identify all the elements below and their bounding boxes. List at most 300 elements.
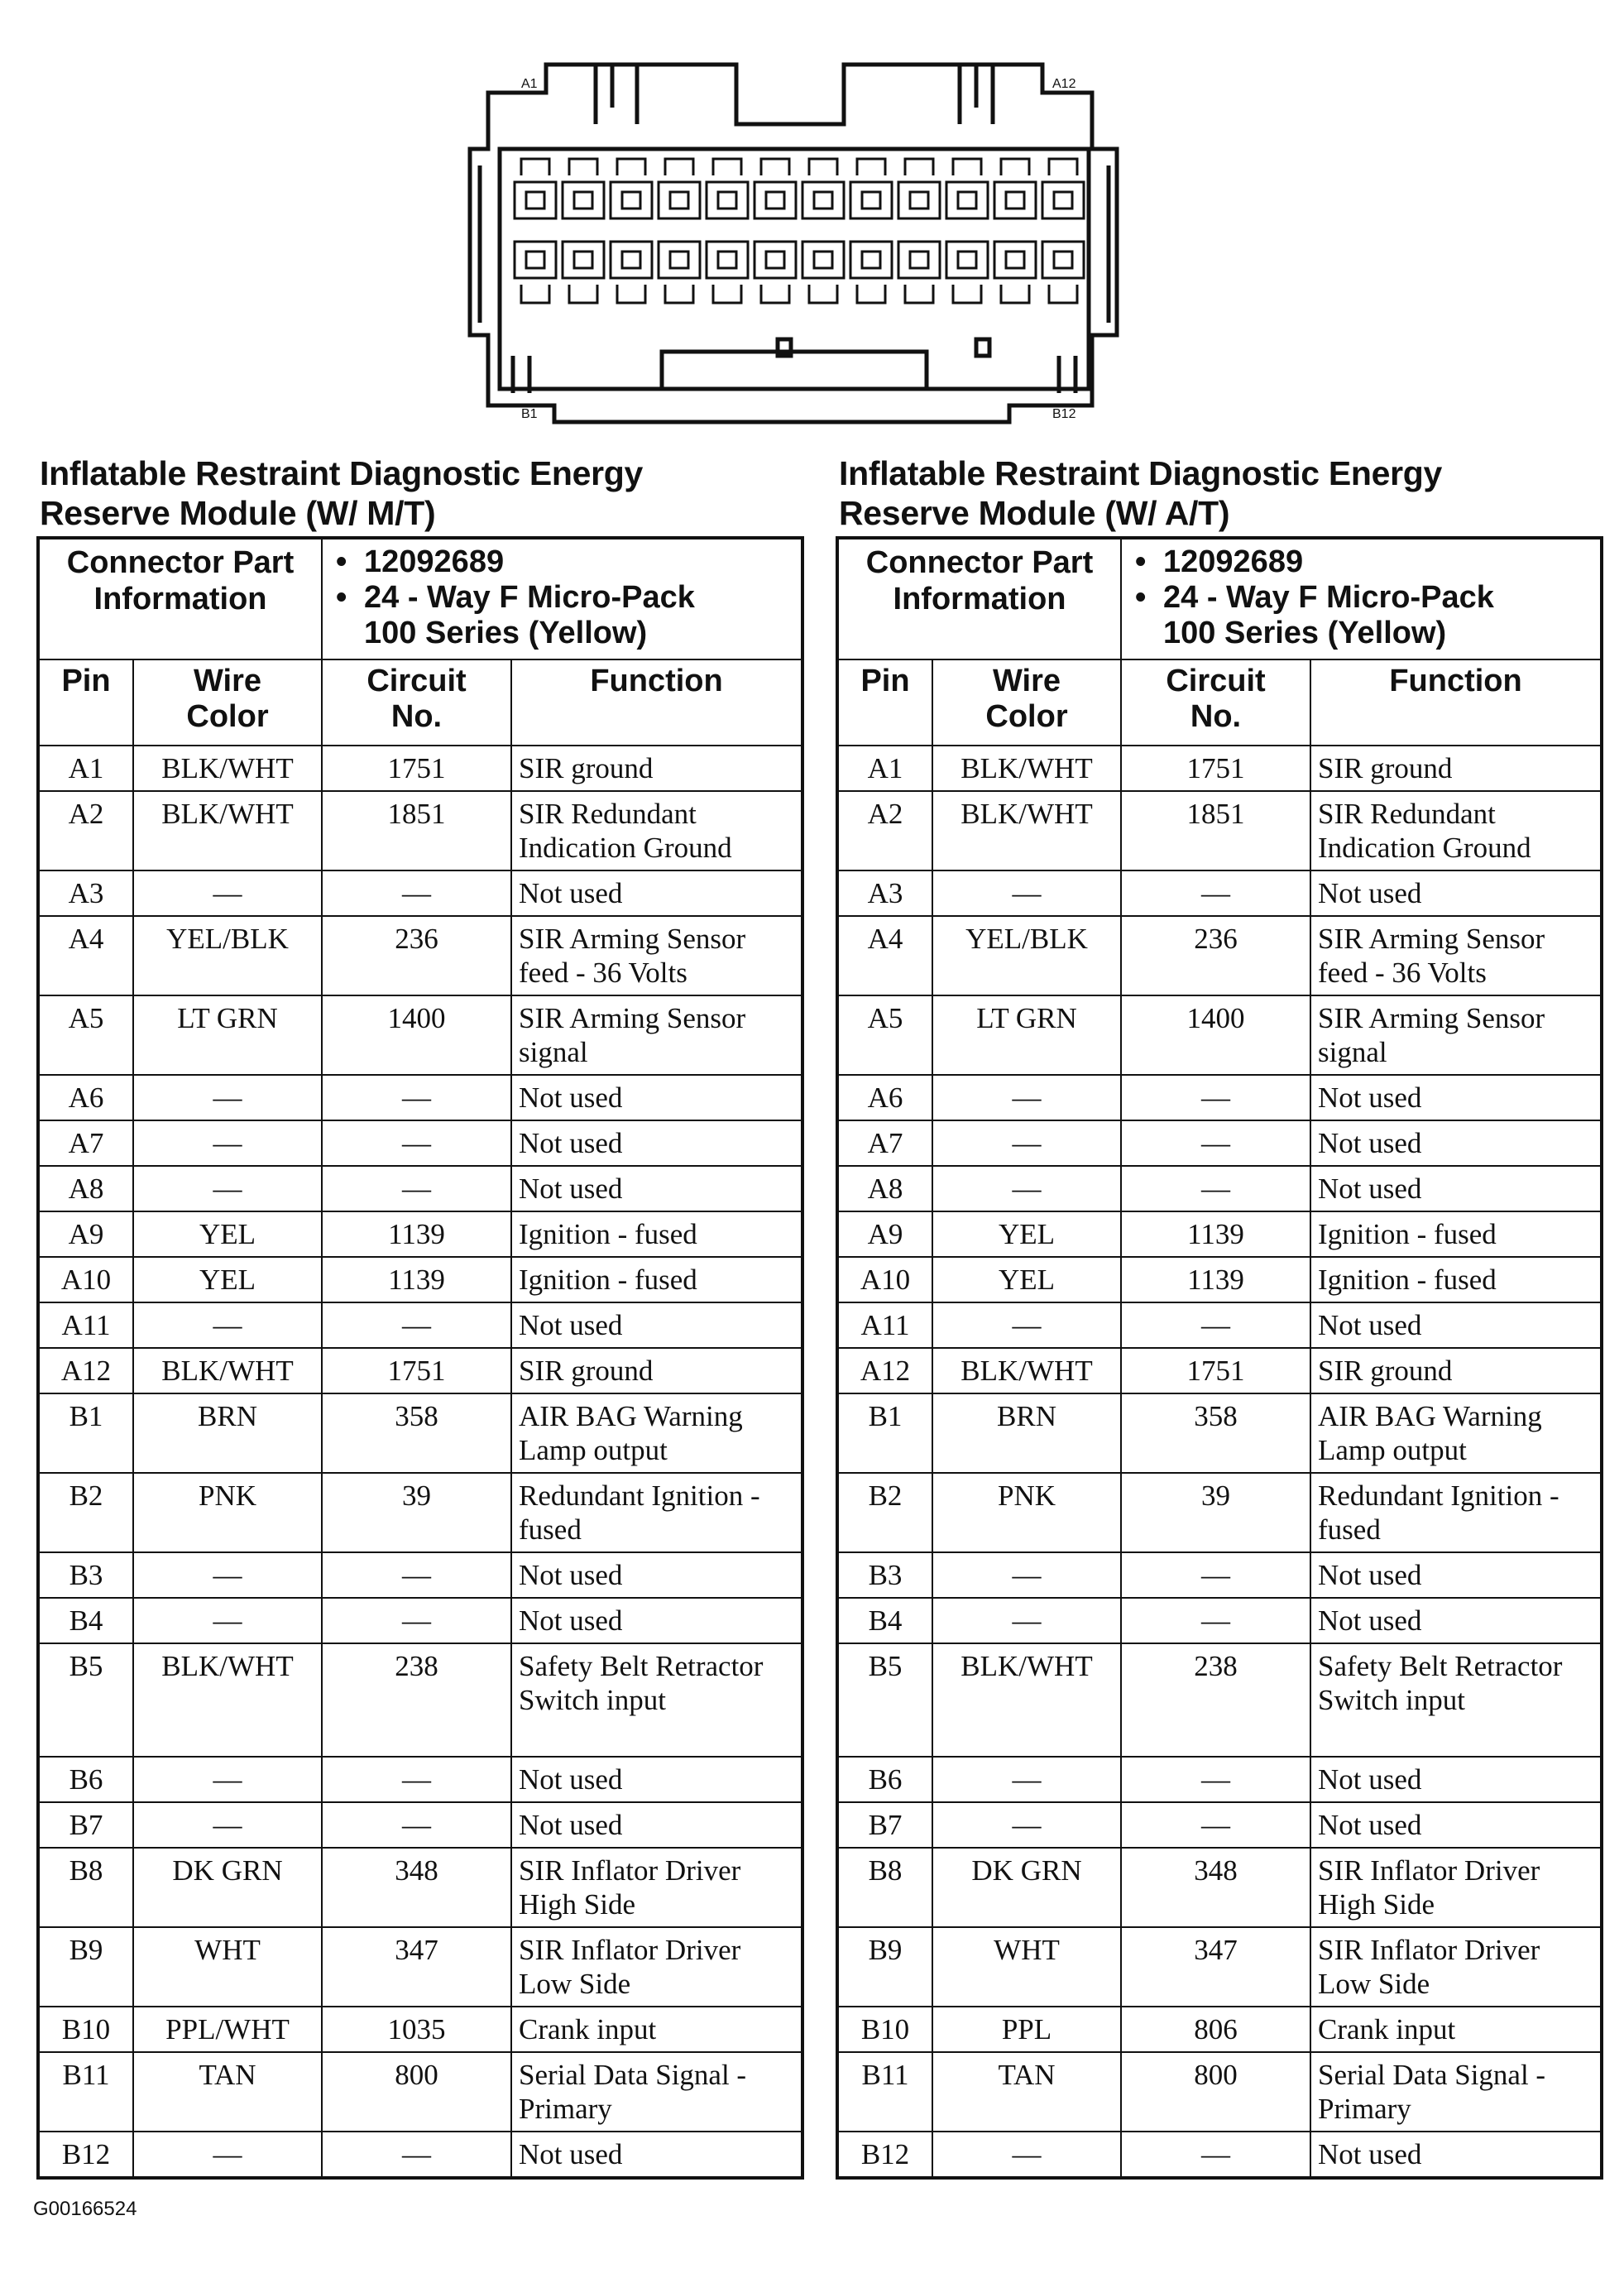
pin-cell: A5	[837, 995, 932, 1075]
cavity-row-a	[946, 182, 988, 218]
wire-color-cell: —	[932, 870, 1121, 916]
function-cell: SIR Inflator Driver Low Side	[511, 1927, 802, 2007]
cavity-row-a	[994, 182, 1036, 218]
pin-cell: A11	[837, 1302, 932, 1348]
circuit-cell: —	[322, 870, 511, 916]
cavity-row-b	[659, 242, 700, 278]
table-row	[837, 1120, 1602, 1166]
cavity-terminal	[958, 192, 976, 209]
section-automatic-transmission	[836, 453, 1600, 2180]
cavity-row-b	[802, 242, 844, 278]
pin-cell: A9	[38, 1211, 133, 1257]
cavity-latch	[761, 285, 789, 303]
cavity-terminal	[1006, 252, 1024, 268]
circuit-cell: 1751	[1121, 746, 1310, 791]
circuit-cell: —	[1121, 870, 1310, 916]
circuit-cell: —	[322, 1598, 511, 1643]
wire-color-cell: —	[133, 1302, 322, 1348]
table-row	[837, 1348, 1602, 1393]
pin-cell: B12	[38, 2132, 133, 2178]
wire-color-cell: YEL	[133, 1257, 322, 1302]
table-row	[38, 1075, 802, 1120]
function-cell: Not used	[1310, 2132, 1602, 2178]
table-row	[38, 995, 802, 1075]
pin-cell: A2	[837, 791, 932, 870]
pin-cell: A6	[38, 1075, 133, 1120]
cavity-latch	[569, 285, 597, 303]
cavity-latch	[617, 285, 645, 303]
table-row	[38, 1643, 802, 1757]
wire-color-cell: BLK/WHT	[932, 1348, 1121, 1393]
function-cell: SIR ground	[511, 746, 802, 791]
cavity-latch	[905, 285, 933, 303]
info-type-line	[336, 580, 796, 616]
circuit-cell: —	[322, 1757, 511, 1802]
wire-color-cell: WHT	[133, 1927, 322, 2007]
circuit-cell: 348	[322, 1848, 511, 1927]
bullet: •	[336, 580, 347, 615]
wire-color-cell: —	[932, 2132, 1121, 2178]
circuit-cell: 1751	[322, 746, 511, 791]
pin-cell: A4	[38, 916, 133, 995]
info-label-line-2: Information	[893, 582, 1066, 616]
header-row	[837, 659, 1602, 746]
table-row	[837, 870, 1602, 916]
pin-cell: B6	[837, 1757, 932, 1802]
function-cell: SIR ground	[1310, 1348, 1602, 1393]
cavity-row-b	[994, 242, 1036, 278]
circuit-cell: 806	[1121, 2007, 1310, 2052]
circuit-cell: —	[322, 1802, 511, 1848]
wire-color-cell: TAN	[133, 2052, 322, 2132]
header-circuit-no: Circuit No.	[1121, 659, 1310, 746]
connector-diagram	[463, 58, 1125, 439]
circuit-cell: —	[1121, 1757, 1310, 1802]
pin-cell: A8	[38, 1166, 133, 1211]
function-cell: Serial Data Signal - Primary	[1310, 2052, 1602, 2132]
circuit-cell: 1139	[1121, 1211, 1310, 1257]
function-cell: Safety Belt Retractor Switch input	[1310, 1643, 1602, 1757]
connector-info-values	[322, 538, 802, 659]
table-row	[38, 1802, 802, 1848]
cavity-terminal	[622, 192, 640, 209]
wire-color-cell: YEL	[133, 1211, 322, 1257]
cavity-terminal	[1054, 192, 1072, 209]
cavity-latch	[857, 159, 885, 175]
cavity-terminal	[526, 252, 544, 268]
table-row	[837, 1757, 1602, 1802]
cavity-latch	[1049, 285, 1077, 303]
circuit-cell: 1400	[322, 995, 511, 1075]
section-title	[836, 453, 1600, 536]
function-cell: Not used	[511, 1598, 802, 1643]
table-row	[837, 2132, 1602, 2178]
part-number: 12092689	[1163, 544, 1304, 579]
circuit-cell: —	[1121, 1120, 1310, 1166]
wire-color-cell: —	[932, 1757, 1121, 1802]
pin-cell: B4	[837, 1598, 932, 1643]
pin-cell: A9	[837, 1211, 932, 1257]
circuit-cell: 1751	[1121, 1348, 1310, 1393]
table-row	[837, 1257, 1602, 1302]
wire-color-cell: PNK	[932, 1473, 1121, 1552]
table-row	[837, 1473, 1602, 1552]
pin-cell: B7	[837, 1802, 932, 1848]
cavity-row-a	[755, 182, 796, 218]
cavity-latch	[1049, 159, 1077, 175]
cavity-row-a	[659, 182, 700, 218]
pin-label-a12: A12	[1052, 77, 1076, 91]
table-row	[837, 1643, 1602, 1757]
cavity-row-b	[946, 242, 988, 278]
cavity-row-a	[1042, 182, 1084, 218]
cavity-latch	[857, 285, 885, 303]
pin-cell: B5	[837, 1643, 932, 1757]
function-cell: Ignition - fused	[1310, 1257, 1602, 1302]
pin-cell: B3	[837, 1552, 932, 1598]
cavity-terminal	[1054, 252, 1072, 268]
connector-info-label	[38, 538, 322, 659]
cavity-row-a	[707, 182, 748, 218]
cavity-terminal	[718, 192, 736, 209]
table-row	[38, 791, 802, 870]
bullet: •	[336, 544, 347, 579]
circuit-cell: —	[1121, 1802, 1310, 1848]
pin-cell: B8	[837, 1848, 932, 1927]
circuit-cell: 800	[1121, 2052, 1310, 2132]
function-cell: SIR Arming Sensor feed - 36 Volts	[1310, 916, 1602, 995]
function-cell: Redundant Ignition - fused	[511, 1473, 802, 1552]
cavity-latch	[1001, 159, 1029, 175]
pin-cell: B11	[38, 2052, 133, 2132]
connector-info-row	[38, 538, 802, 659]
wire-color-cell: —	[133, 1598, 322, 1643]
pin-cell: A3	[38, 870, 133, 916]
cavity-terminal	[574, 192, 592, 209]
circuit-cell: 1851	[1121, 791, 1310, 870]
cavity-latch	[521, 285, 549, 303]
table-row	[837, 1848, 1602, 1927]
pin-cell: B10	[38, 2007, 133, 2052]
connector-series: 100 Series (Yellow)	[1163, 616, 1447, 650]
header-pin: Pin	[38, 659, 133, 746]
pin-table	[36, 536, 804, 2180]
circuit-cell: 1139	[322, 1211, 511, 1257]
cavity-row-a	[611, 182, 652, 218]
wire-color-cell: YEL	[932, 1211, 1121, 1257]
cavity-latch	[761, 159, 789, 175]
table-row	[38, 916, 802, 995]
pin-cell: A3	[837, 870, 932, 916]
table-row	[38, 1302, 802, 1348]
wire-color-cell: TAN	[932, 2052, 1121, 2132]
function-cell: SIR Inflator Driver High Side	[511, 1848, 802, 1927]
wire-color-cell: PNK	[133, 1473, 322, 1552]
pin-cell: B9	[38, 1927, 133, 2007]
pin-cell: B6	[38, 1757, 133, 1802]
table-row	[837, 1075, 1602, 1120]
circuit-cell: 1035	[322, 2007, 511, 2052]
wire-color-cell: BRN	[932, 1393, 1121, 1473]
cavity-terminal	[958, 252, 976, 268]
table-row	[38, 1927, 802, 2007]
table-row	[38, 1598, 802, 1643]
function-cell: SIR Arming Sensor feed - 36 Volts	[511, 916, 802, 995]
pin-cell: B5	[38, 1643, 133, 1757]
function-cell: SIR Inflator Driver High Side	[1310, 1848, 1602, 1927]
pin-cell: B2	[837, 1473, 932, 1552]
pin-table	[836, 536, 1603, 2180]
function-cell: AIR BAG Warning Lamp output	[511, 1393, 802, 1473]
title-line-1: Inflatable Restraint Diagnostic Energy	[839, 454, 1443, 492]
function-cell: Not used	[511, 1757, 802, 1802]
wire-color-cell: —	[932, 1802, 1121, 1848]
cavity-row-a	[898, 182, 940, 218]
section-manual-transmission	[36, 453, 801, 2180]
function-cell: Not used	[511, 1075, 802, 1120]
circuit-cell: —	[1121, 1166, 1310, 1211]
pin-cell: A10	[837, 1257, 932, 1302]
header-pin: Pin	[837, 659, 932, 746]
wire-color-cell: —	[133, 1757, 322, 1802]
wire-color-cell: —	[133, 1120, 322, 1166]
function-cell: Crank input	[1310, 2007, 1602, 2052]
pin-cell: A1	[837, 746, 932, 791]
function-cell: Not used	[1310, 1075, 1602, 1120]
cavity-row-a	[515, 182, 556, 218]
pin-cell: A7	[38, 1120, 133, 1166]
function-cell: SIR Arming Sensor signal	[1310, 995, 1602, 1075]
table-row	[38, 1848, 802, 1927]
circuit-cell: 800	[322, 2052, 511, 2132]
cavity-terminal	[670, 192, 688, 209]
info-label-line-2: Information	[93, 582, 267, 616]
table-row	[837, 1598, 1602, 1643]
table-row	[38, 1393, 802, 1473]
circuit-cell: 238	[322, 1643, 511, 1757]
wire-color-cell: DK GRN	[133, 1848, 322, 1927]
info-part-number-line	[336, 544, 796, 580]
connector-series: 100 Series (Yellow)	[364, 616, 648, 650]
table-row	[38, 1473, 802, 1552]
circuit-cell: 1400	[1121, 995, 1310, 1075]
pin-cell: B8	[38, 1848, 133, 1927]
cavity-latch	[953, 159, 981, 175]
cavity-terminal	[766, 252, 784, 268]
circuit-cell: 348	[1121, 1848, 1310, 1927]
circuit-cell: 347	[322, 1927, 511, 2007]
function-cell: Not used	[1310, 1598, 1602, 1643]
table-row	[38, 746, 802, 791]
pin-cell: B12	[837, 2132, 932, 2178]
table-row	[837, 1166, 1602, 1211]
cavity-row-b	[1042, 242, 1084, 278]
pin-cell: A11	[38, 1302, 133, 1348]
cavity-latch	[713, 159, 741, 175]
cavity-latch	[1001, 285, 1029, 303]
table-row	[837, 995, 1602, 1075]
function-cell: Not used	[1310, 1120, 1602, 1166]
connector-info-values	[1121, 538, 1602, 659]
circuit-cell: —	[322, 1166, 511, 1211]
circuit-cell: 1751	[322, 1348, 511, 1393]
circuit-cell: —	[1121, 1302, 1310, 1348]
cavity-terminal	[910, 252, 928, 268]
table-row	[38, 1120, 802, 1166]
circuit-cell: —	[322, 1120, 511, 1166]
circuit-cell: —	[1121, 2132, 1310, 2178]
wire-color-cell: —	[932, 1075, 1121, 1120]
table-row	[38, 1757, 802, 1802]
cavity-latch	[617, 159, 645, 175]
pin-cell: A10	[38, 1257, 133, 1302]
header-wire-color: Wire Color	[932, 659, 1121, 746]
function-cell: Not used	[1310, 1166, 1602, 1211]
circuit-cell: —	[322, 2132, 511, 2178]
wire-color-cell: LT GRN	[932, 995, 1121, 1075]
cavity-row-b	[611, 242, 652, 278]
circuit-cell: 1139	[322, 1257, 511, 1302]
wire-color-cell: —	[932, 1552, 1121, 1598]
info-label-line-1: Connector Part	[865, 545, 1094, 580]
function-cell: Not used	[511, 1302, 802, 1348]
wire-color-cell: —	[133, 1166, 322, 1211]
cavity-terminal	[862, 192, 880, 209]
pin-cell: A12	[837, 1348, 932, 1393]
circuit-cell: 39	[322, 1473, 511, 1552]
header-circuit-no: Circuit No.	[322, 659, 511, 746]
function-cell: Not used	[1310, 1302, 1602, 1348]
function-cell: Not used	[1310, 1552, 1602, 1598]
cavity-row-a	[563, 182, 604, 218]
cavity-latch	[905, 159, 933, 175]
wire-color-cell: BLK/WHT	[133, 1643, 322, 1757]
circuit-cell: —	[322, 1302, 511, 1348]
pin-cell: B10	[837, 2007, 932, 2052]
connector-type: 24 - Way F Micro-Pack	[364, 580, 695, 615]
cavity-terminal	[526, 192, 544, 209]
cavity-terminal	[814, 252, 832, 268]
circuit-cell: 347	[1121, 1927, 1310, 2007]
title-line-1: Inflatable Restraint Diagnostic Energy	[40, 454, 644, 492]
function-cell: Not used	[1310, 870, 1602, 916]
cavity-latch	[665, 285, 693, 303]
function-cell: AIR BAG Warning Lamp output	[1310, 1393, 1602, 1473]
info-series-line	[364, 616, 796, 651]
pin-cell: A5	[38, 995, 133, 1075]
bullet: •	[1135, 580, 1147, 615]
circuit-cell: 1139	[1121, 1257, 1310, 1302]
circuit-cell: 39	[1121, 1473, 1310, 1552]
table-row	[837, 2007, 1602, 2052]
info-type-line	[1135, 580, 1595, 616]
function-cell: SIR Redundant Indication Ground	[1310, 791, 1602, 870]
pin-cell: A8	[837, 1166, 932, 1211]
wire-color-cell: BLK/WHT	[932, 791, 1121, 870]
cavity-latch	[809, 159, 837, 175]
part-number: 12092689	[364, 544, 505, 579]
cavity-terminal	[670, 252, 688, 268]
title-line-2: Reserve Module (W/ M/T)	[40, 494, 436, 532]
function-cell: Not used	[511, 2132, 802, 2178]
wire-color-cell: WHT	[932, 1927, 1121, 2007]
info-series-line	[1163, 616, 1595, 651]
function-cell: Serial Data Signal - Primary	[511, 2052, 802, 2132]
table-row	[38, 2007, 802, 2052]
wire-color-cell: BLK/WHT	[133, 1348, 322, 1393]
circuit-cell: —	[322, 1075, 511, 1120]
cavity-row-b	[850, 242, 892, 278]
wire-color-cell: LT GRN	[133, 995, 322, 1075]
connector-info-row	[837, 538, 1602, 659]
table-row	[837, 746, 1602, 791]
wire-color-cell: —	[133, 1802, 322, 1848]
function-cell: SIR Inflator Driver Low Side	[1310, 1927, 1602, 2007]
pin-cell: B4	[38, 1598, 133, 1643]
pin-label-b12: B12	[1052, 407, 1076, 421]
pin-cell: A6	[837, 1075, 932, 1120]
pin-cell: B7	[38, 1802, 133, 1848]
cavity-row-b	[898, 242, 940, 278]
cavity-row-a	[802, 182, 844, 218]
circuit-cell: —	[322, 1552, 511, 1598]
function-cell: Not used	[511, 870, 802, 916]
wire-color-cell: YEL/BLK	[932, 916, 1121, 995]
cavity-latch	[713, 285, 741, 303]
wire-color-cell: PPL	[932, 2007, 1121, 2052]
function-cell: Not used	[1310, 1757, 1602, 1802]
wire-color-cell: —	[133, 870, 322, 916]
cavity-latch	[953, 285, 981, 303]
pin-rows	[38, 746, 802, 2178]
pin-cell: B2	[38, 1473, 133, 1552]
circuit-cell: 236	[322, 916, 511, 995]
function-cell: Not used	[511, 1802, 802, 1848]
function-cell: Not used	[511, 1120, 802, 1166]
cavity-row-a	[850, 182, 892, 218]
header-function: Function	[1310, 659, 1602, 746]
function-cell: SIR ground	[511, 1348, 802, 1393]
wire-color-cell: YEL	[932, 1257, 1121, 1302]
table-row	[38, 1211, 802, 1257]
cavity-terminal	[910, 192, 928, 209]
table-row	[38, 1552, 802, 1598]
pin-rows	[837, 746, 1602, 2178]
pin-cell: B3	[38, 1552, 133, 1598]
table-row	[837, 916, 1602, 995]
function-cell: Safety Belt Retractor Switch input	[511, 1643, 802, 1757]
wire-color-cell: —	[133, 2132, 322, 2178]
function-cell: Crank input	[511, 2007, 802, 2052]
cavity-row-b	[707, 242, 748, 278]
function-cell: Redundant Ignition - fused	[1310, 1473, 1602, 1552]
wire-color-cell: YEL/BLK	[133, 916, 322, 995]
circuit-cell: 358	[322, 1393, 511, 1473]
circuit-cell: —	[1121, 1598, 1310, 1643]
pin-cell: A4	[837, 916, 932, 995]
wire-color-cell: —	[133, 1552, 322, 1598]
wire-color-cell: BLK/WHT	[133, 746, 322, 791]
function-cell: Not used	[511, 1166, 802, 1211]
cavity-row-b	[515, 242, 556, 278]
cavity-terminal	[766, 192, 784, 209]
cavity-latch	[665, 159, 693, 175]
cavity-terminal	[622, 252, 640, 268]
pin-cell: B11	[837, 2052, 932, 2132]
cavity-latch	[521, 159, 549, 175]
wire-color-cell: BLK/WHT	[133, 791, 322, 870]
circuit-cell: 238	[1121, 1643, 1310, 1757]
